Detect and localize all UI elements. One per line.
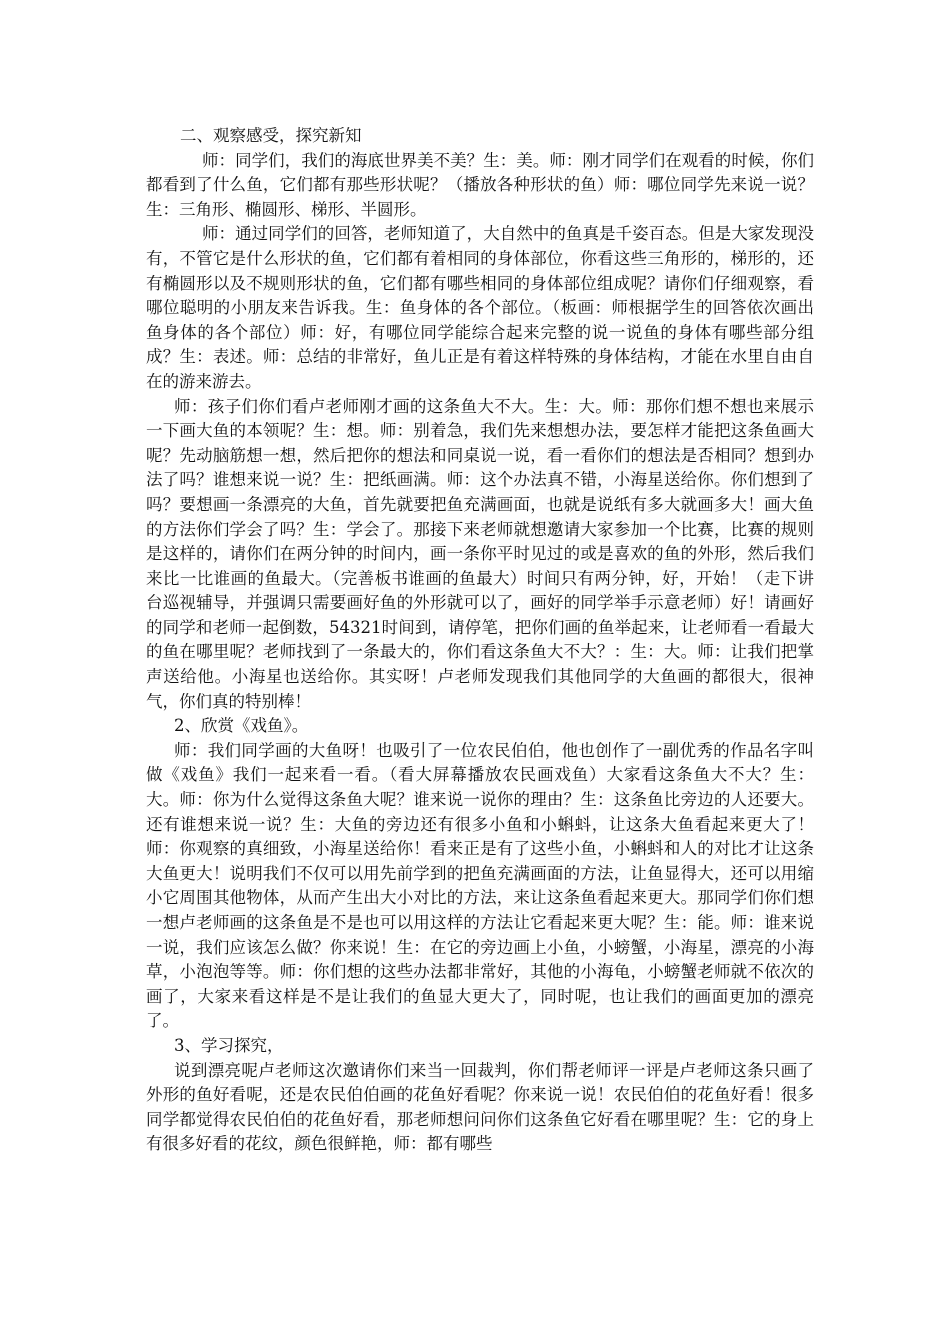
- paragraph: 师：同学们，我们的海底世界美不美？生：美。师：刚才同学们在观看的时候，你们都看到了什么鱼，它们都有那些形状呢？（播放各种形状的鱼）师：哪位同学先来说一说？生：三角形、椭圆形、梯形、半圆形。: [146, 150, 814, 219]
- subsection-heading: 2、欣赏《戏鱼》。: [174, 716, 309, 736]
- document-body: [146, 124, 814, 1157]
- paragraph: 说到漂亮呢卢老师这次邀请你们来当一回裁判，你们帮老师评一评是卢老师这条只画了外形的鱼好看呢，还是农民伯伯画的花鱼好看呢？你来说一说！农民伯伯的花鱼好看！很多同学都觉得农民伯伯的花鱼好看，那老师想问问你们这条鱼它好看在哪里呢？生：它的身上有很多好看的花纹，颜色很鲜艳，师：都有哪些: [146, 1060, 814, 1154]
- subsection-heading: 3、学习探究，: [174, 1035, 284, 1055]
- paragraph: 师：孩子们你们看卢老师刚才画的这条鱼大不大。生：大。师：那你们想不想也来展示一下画大鱼的本领呢？生：想。师：别着急，我们先来想想办法，要怎样才能把这条鱼画大呢？先动脑筋想一想，然后把你的想法和同桌说一说，看一看你们的想法是否相同？想到办法了吗？谁想来说一说？生：把纸画满。师：这个办法真不错，小海星送给你。你们想到了吗？要想画一条漂亮的大鱼，首先就要把鱼充满画面，也就是说纸有多大就画多大！画大鱼的方法你们学会了吗？生：学会了。那接下来老师就想邀请大家参加一个比赛，比赛的规则是这样的，请你们在两分钟的时间内，画一条你平时见过的或是喜欢的鱼的外形，然后我们来比一比谁画的鱼最大。（完善板书谁画的鱼最大）时间只有两分钟，好，开始！（走下讲台巡视辅导，并强调只需要画好鱼的外形就可以了，画好的同学举手示意老师）好！请画好的同学和老师一起倒数，54321时间到，请停笔，把你们画的鱼举起来，让老师看一看最大的鱼在哪里呢？老师找到了一条最大的，你们看这条鱼大不大？：生：大。师：让我们把掌声送给他。小海星也送给你。其实呀！卢老师发现我们其他同学的大鱼画的都很大，很神气，你们真的特别棒！: [146, 396, 814, 711]
- section-heading: 二、观察感受，探究新知: [180, 126, 362, 145]
- paragraph: 师：我们同学画的大鱼呀！也吸引了一位农民伯伯，他也创作了一副优秀的作品名字叫做《戏鱼》我们一起来看一看。（看大屏幕播放农民画戏鱼）大家看这条鱼大不大？生：大。师：你为什么觉得这条鱼大呢？谁来说一说你的理由？生：这条鱼比旁边的人还要大。还有谁想来说一说？生：大鱼的旁边还有很多小鱼和小蝌蚪，让这条大鱼看起来更大了！师：你观察的真细致，小海星送给你！看来正是有了这些小鱼，小蝌蚪和人的对比才让这条大鱼更大！说明我们不仅可以用先前学到的把鱼充满画面的方法，让鱼显得大，还可以用缩小它周围其他物体，从而产生出大小对比的方法，来让这条鱼看起来更大。那同学们你们想一想卢老师画的这条鱼是不是也可以用这样的方法让它看起来更大呢？生：能。师：谁来说一说，我们应该怎么做？你来说！生：在它的旁边画上小鱼，小螃蟹，小海星，漂亮的小海草，小泡泡等等。师：你们想的这些办法都非常好，其他的小海龟，小螃蟹老师就不依次的画了，大家来看这样是不是让我们的鱼显大更大了，同时呢，也让我们的画面更加的漂亮了。: [146, 740, 814, 1031]
- paragraph: 师：通过同学们的回答，老师知道了，大自然中的鱼真是千姿百态。但是大家发现没有，不管它是什么形状的鱼，它们都有着相同的身体部位，你看这些三角形的，梯形的，还有椭圆形以及不规则形状的鱼，它们都有哪些相同的身体部位组成呢？请你们仔细观察，看哪位聪明的小朋友来告诉我。生：鱼身体的各个部位。（板画：师根据学生的回答依次画出鱼身体的各个部位）师：好，有哪位同学能综合起来完整的说一说鱼的身体有哪些部分组成？生：表述。师：总结的非常好，鱼儿正是有着这样特殊的身体结构，才能在水里自由自在的游来游去。: [146, 224, 814, 391]
